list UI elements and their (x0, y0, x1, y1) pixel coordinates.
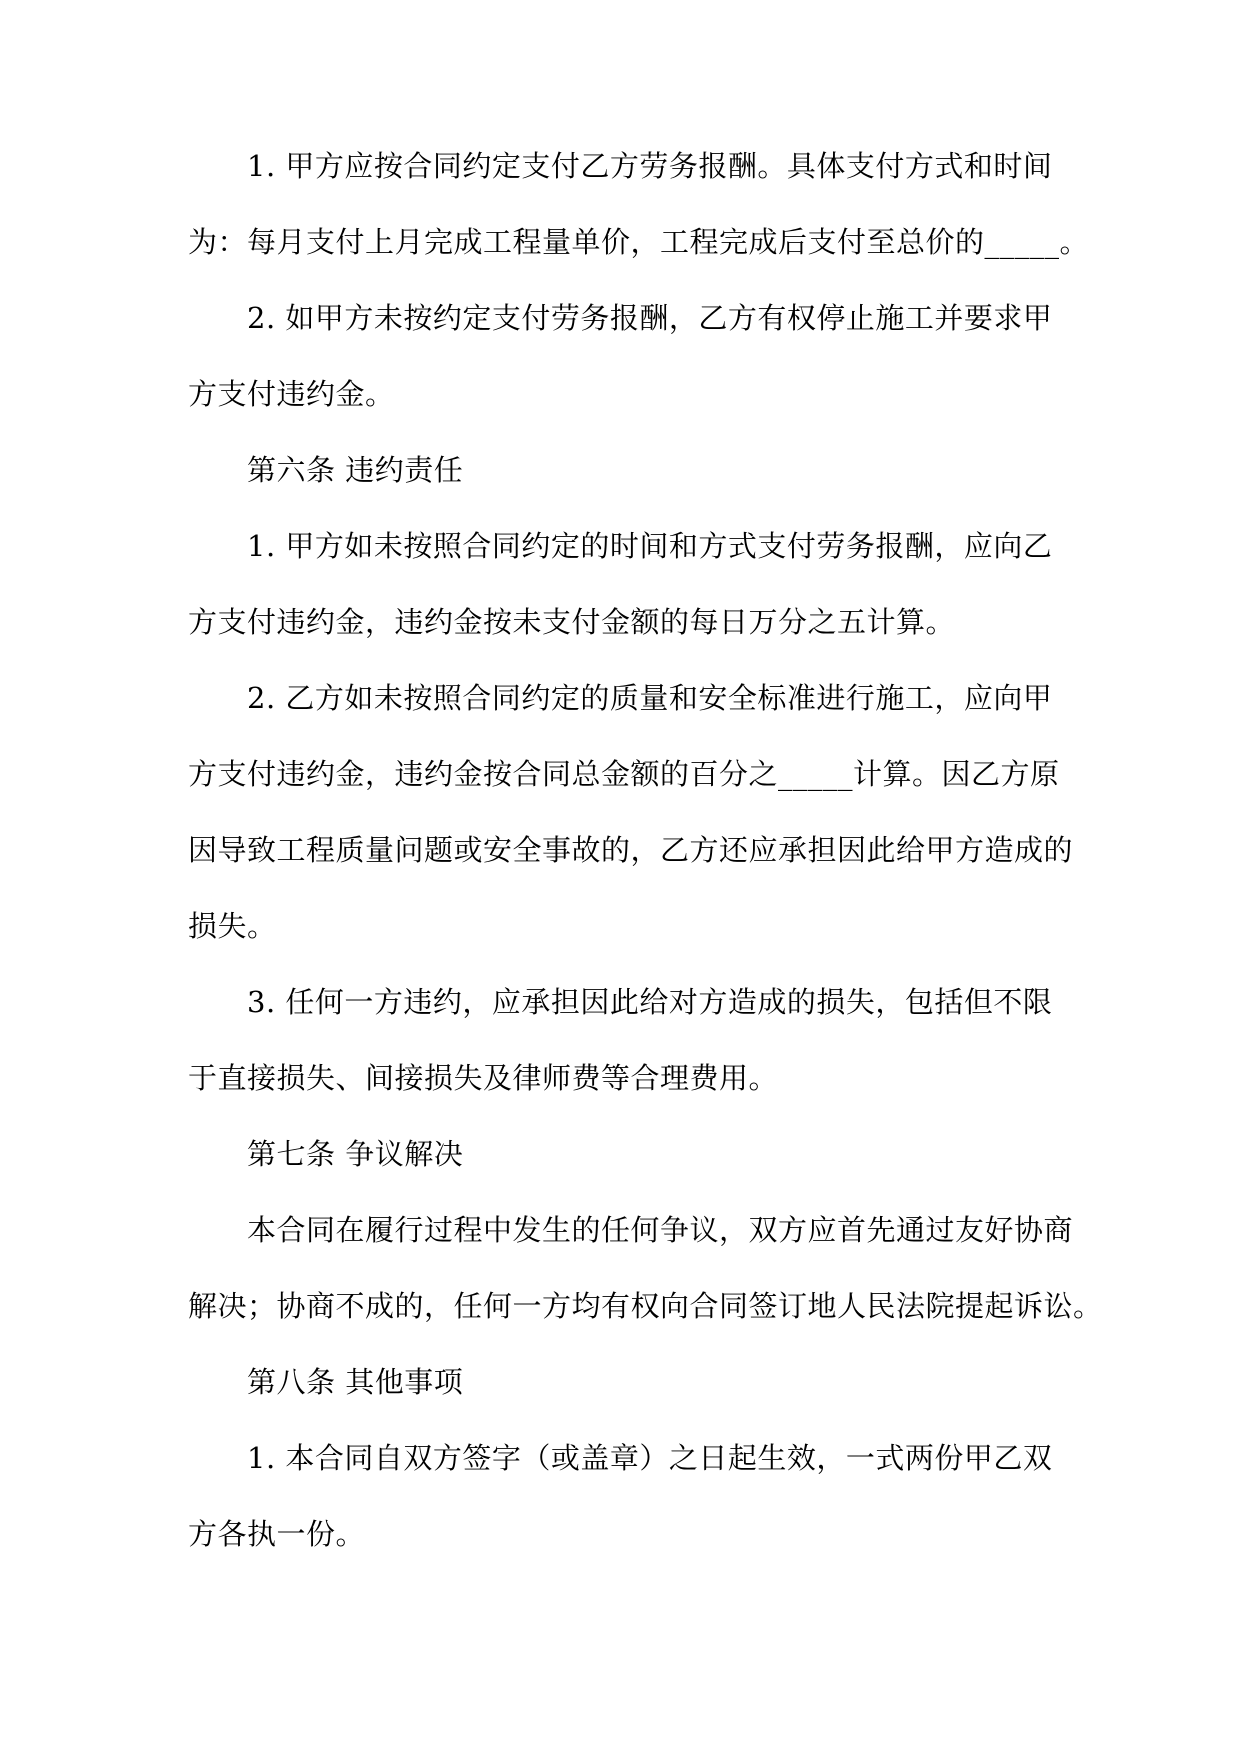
section-heading: 第六条 违约责任 (247, 453, 464, 487)
document-body (188, 146, 1103, 1590)
text-line: 1. 本合同自双方签字（或盖章）之日起生效，一式两份甲乙双 (247, 1441, 1053, 1475)
text-line: 方支付违约金，违约金按合同总金额的百分之_____计算。因乙方原 (188, 757, 1060, 791)
text-line: 为：每月支付上月完成工程量单价，工程完成后支付至总价的_____。 (188, 225, 1090, 259)
text-line: 方支付违约金，违约金按未支付金额的每日万分之五计算。 (188, 605, 956, 639)
text-line: 1. 甲方如未按照合同约定的时间和方式支付劳务报酬，应向乙 (247, 529, 1053, 563)
text-line: 解决；协商不成的，任何一方均有权向合同签订地人民法院提起诉讼。 (188, 1289, 1103, 1323)
section-heading: 第七条 争议解决 (247, 1137, 464, 1171)
text-line: 3. 任何一方违约，应承担因此给对方造成的损失，包括但不限 (247, 985, 1053, 1019)
text-line: 2. 如甲方未按约定支付劳务报酬，乙方有权停止施工并要求甲 (247, 301, 1053, 335)
text-line: 于直接损失、间接损失及律师费等合理费用。 (188, 1061, 779, 1095)
text-line: 损失。 (188, 909, 277, 943)
text-line: 方支付违约金。 (188, 377, 395, 411)
section-heading: 第八条 其他事项 (247, 1365, 464, 1399)
text-line: 因导致工程质量问题或安全事故的，乙方还应承担因此给甲方造成的 (188, 833, 1074, 867)
text-line: 1. 甲方应按合同约定支付乙方劳务报酬。具体支付方式和时间 (247, 149, 1053, 183)
text-line: 本合同在履行过程中发生的任何争议，双方应首先通过友好协商 (247, 1213, 1074, 1247)
text-line: 方各执一份。 (188, 1517, 366, 1551)
text-line: 2. 乙方如未按照合同约定的质量和安全标准进行施工，应向甲 (247, 681, 1053, 715)
